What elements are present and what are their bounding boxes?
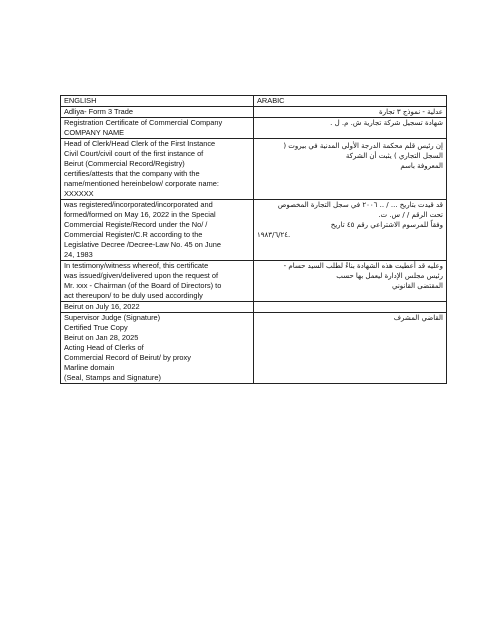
english-cell: was registered/incorporated/incorporated and formed/formed on May 16, 2022 in the Special Commercial Registe/Record under the No/ / Commercial Register/C.R according to the Legislative Decree /Decree-Law No. 45 on June 24, 1983 (61, 200, 254, 261)
arabic-cell: قد قيدت بتاريخ ... / .. ٢٠٠٦ في سجل التجارة المخصوص تحت الرقم / / س. ت. وفقاً للمرسوم الاشتراعي رقم ٤٥ تاريخ ١٩٨٣/٦/٢٤. (254, 200, 447, 261)
english-column-header: ENGLISH (61, 96, 254, 107)
table-row (61, 313, 447, 384)
table-row (61, 261, 447, 302)
arabic-cell: وعليه قد أعطيت هذه الشهادة بناءً لطلب السيد حسام - رئيس مجلس الإدارة ليعمل بها حسب المقتضى القانوني (254, 261, 447, 302)
table-row (61, 200, 447, 261)
english-cell: Adliya- Form 3 Trade (61, 107, 254, 118)
arabic-cell: إن رئيس قلم محكمة الدرجة الأولى المدنية في بيروت ( السجل التجاري ) يثبت أن الشركة المعروفة باسم (254, 139, 447, 200)
table-row (61, 139, 447, 200)
arabic-cell: عدلية - نموذج ٣ تجارة (254, 107, 447, 118)
arabic-cell: القاضي المشرف (254, 313, 447, 384)
english-cell: In testimony/witness whereof, this certificate was issued/given/delivered upon the request of Mr. xxx - Chairman (of the Board of Directors) to act thereupon/ to be duly used accordingly (61, 261, 254, 302)
english-cell: Supervisor Judge (Signature) Certified True Copy Beirut on Jan 28, 2025 Acting Head of Clerks of Commercial Record of Beirut/ by proxy Marline domain (Seal, Stamps and Signature) (61, 313, 254, 384)
table-row (61, 107, 447, 118)
translation-table (60, 95, 447, 384)
english-cell: Registration Certificate of Commercial Company COMPANY NAME (61, 118, 254, 139)
english-cell: Beirut on July 16, 2022 (61, 302, 254, 313)
table-row (61, 302, 447, 313)
arabic-column-header: ARABIC (254, 96, 447, 107)
table-row (61, 118, 447, 139)
arabic-cell: شهادة تسجيل شركة تجارية ش. م. ل . (254, 118, 447, 139)
table-header-row (61, 96, 447, 107)
english-cell: Head of Clerk/Head Clerk of the First Instance Civil Court/civil court of the first instance of Beirut (Commercial Record/Registry) certifies/attests that the company with the name/mentioned hereinbelow/ corporate name: XXXXXX (61, 139, 254, 200)
arabic-cell (254, 302, 447, 313)
